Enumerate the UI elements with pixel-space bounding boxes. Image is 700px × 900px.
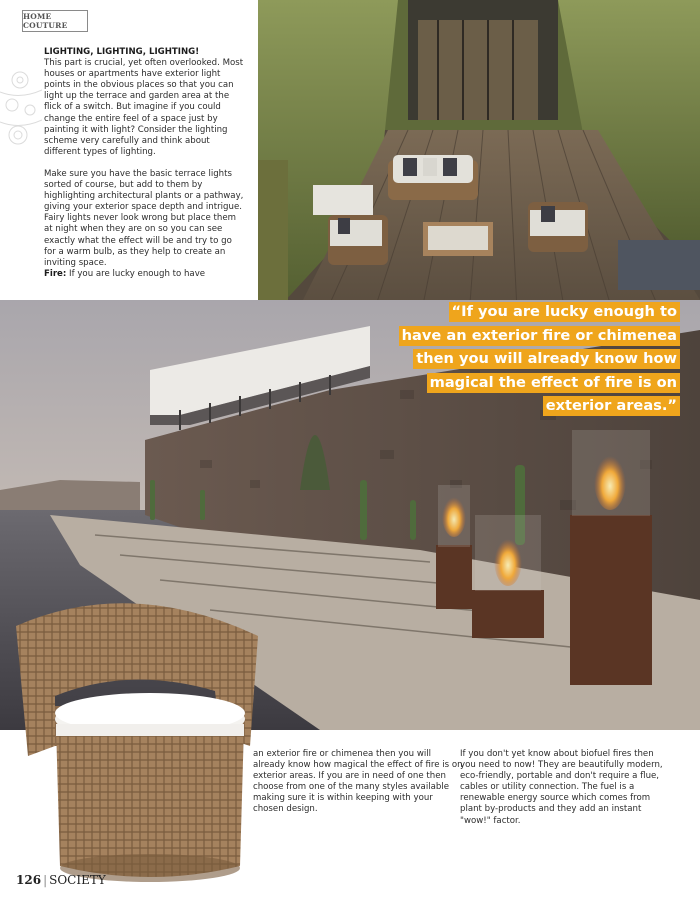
magazine-name: SOCIETY — [49, 873, 106, 887]
pull-quote-line: have an exterior fire or chimenea — [399, 326, 680, 346]
pull-quote-line: magical the effect of fire is on — [427, 373, 680, 393]
terrace-photo — [258, 0, 700, 330]
fire-text: If you are lucky enough to have — [66, 268, 206, 279]
article-column-bottom-right: If you don't yet know about biofuel fires then you need to now! They are beautifully modern, eco-friendly, portable and don't require a flue, cables or utility connection. The fuel is a renewable energy source which comes from plant by-products and they add an instant "wow!" factor. — [460, 749, 663, 826]
paragraph — [44, 169, 244, 280]
lace-ornament — [0, 60, 42, 160]
section-heading: LIGHTING, LIGHTING, LIGHTING! — [44, 47, 200, 57]
paragraph: This part is crucial, yet often overlooked. Most houses or apartments have exterior light points in the obvious places so that you can light up the terrace and garden area at the flick of a switch. But imagine if you could change the entire feel of a space just by painting it with light? Consider the lighting scheme very carefully and think about different types of lighting. — [44, 58, 244, 157]
pull-quote-line: exterior areas.” — [543, 396, 680, 416]
page-folio — [16, 873, 106, 887]
paragraph-text: Make sure you have the basic terrace lights sorted of course, but add to them by highlighting architectural plants or a pathway, giving your exterior space depth and intrigue. Fairy lights never look wrong but place them at night when they are on so you can see exactly what the effect will be and try to go for a warm bulb, as they help to create an inviting space. — [44, 168, 244, 268]
pull-quote-line: then you will already know how — [413, 349, 680, 369]
section-label: HOME COUTURE — [22, 10, 88, 32]
article-column-top — [44, 47, 244, 280]
article-column-bottom-left: an exterior fire or chimenea then you will already know how magical the effect of fire is on exterior areas. If you are in need of one then choose from one of the many styles available making sure it is within keeping with your chosen design. — [253, 749, 463, 815]
page-number: 126 — [16, 873, 42, 887]
folio-separator: | — [43, 873, 48, 887]
wicker-chair-photo — [0, 596, 268, 886]
fire-label: Fire: — [44, 268, 67, 279]
pull-quote — [350, 300, 680, 418]
pull-quote-line: “If you are lucky enough to — [449, 302, 680, 322]
